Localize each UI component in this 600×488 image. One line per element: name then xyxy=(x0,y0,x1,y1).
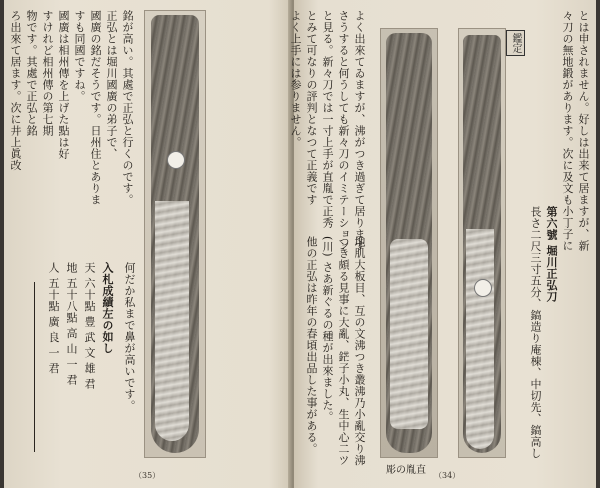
text-column: 何だか私まで鼻が高いです。 xyxy=(123,262,136,412)
section-title: 第六號 堀川正弘刀 xyxy=(545,206,558,303)
text-column: 々刀の無地鍛があります。次に及文も小丁子に xyxy=(561,10,574,252)
text-column: とみて可なりの評判となつて正義です xyxy=(305,10,318,206)
text-column: 國廣の銘だそうです。日州住とありま xyxy=(89,10,102,206)
text-column: 長さ二尺三寸五分、鎬造り庵棟、中切先、鎬高し xyxy=(529,206,542,459)
hamon-pattern xyxy=(155,201,189,441)
sword-photo-left xyxy=(144,10,206,458)
page-number: （34） xyxy=(434,471,461,480)
text-column: と見る。新々刀では一寸上手が直胤で正秀 xyxy=(321,10,334,229)
result-row: 天 六十點 豊 武 文 雄 君 xyxy=(83,262,96,390)
text-column: 銘が高い。其處で正弘と行くのです。 xyxy=(121,10,134,206)
text-column: 地肌大板目、互の文沸つき叢沸乃小亂交り沸 xyxy=(353,236,366,466)
mekugi-hole-icon xyxy=(167,151,185,169)
carving-dragon xyxy=(390,239,428,429)
text-column: 物です。其處で正弘と銘 xyxy=(25,10,38,137)
text-column: すも同國ですね。 xyxy=(73,10,86,102)
text-column: よく上手には参りません。 xyxy=(289,10,302,148)
text-column: よく出來てゐますが、沸がつき過ぎて居ります xyxy=(353,10,366,252)
text-column: ろ出來て居ます。次に井上眞改 xyxy=(9,10,22,171)
results-heading: 入札成績左の如し xyxy=(101,262,114,354)
sword-photo-right xyxy=(458,28,506,458)
photo-caption: 彫の胤直 xyxy=(386,465,426,476)
appraisal-stamp: 鑑定 xyxy=(506,30,525,56)
hamon-pattern xyxy=(466,229,494,449)
mekugi-hole-icon xyxy=(474,279,492,297)
text-column: さうすると何うしても新々刀のイミテーション xyxy=(337,10,350,252)
left-page xyxy=(4,0,292,488)
sword-photo-carving xyxy=(380,28,438,458)
result-row: 人 五十點 廣 良 一 君 xyxy=(47,262,60,374)
text-column: とは申されません。好しは出来て居ますが、新 xyxy=(577,10,590,252)
page-number: （35） xyxy=(134,471,161,480)
text-column: すけれど相州傳の第七期 xyxy=(41,10,54,137)
divider xyxy=(34,282,35,452)
right-page xyxy=(289,0,596,488)
text-column: (川) さあ新ぐるの種が出來ました。 xyxy=(321,236,334,423)
text-column: 他の正弘は昨年の春頃出品した事がある。 xyxy=(305,236,318,455)
text-column: つき頗る見事に大亂、鋩子小丸、生中心二ツ xyxy=(337,236,350,466)
result-row: 地 五十八點 高 山 一 君 xyxy=(65,262,78,386)
text-column: 國廣は相州傳を上げた點は好 xyxy=(57,10,70,160)
text-column: 正弘とは堀川國廣の弟子で、 xyxy=(105,10,118,160)
